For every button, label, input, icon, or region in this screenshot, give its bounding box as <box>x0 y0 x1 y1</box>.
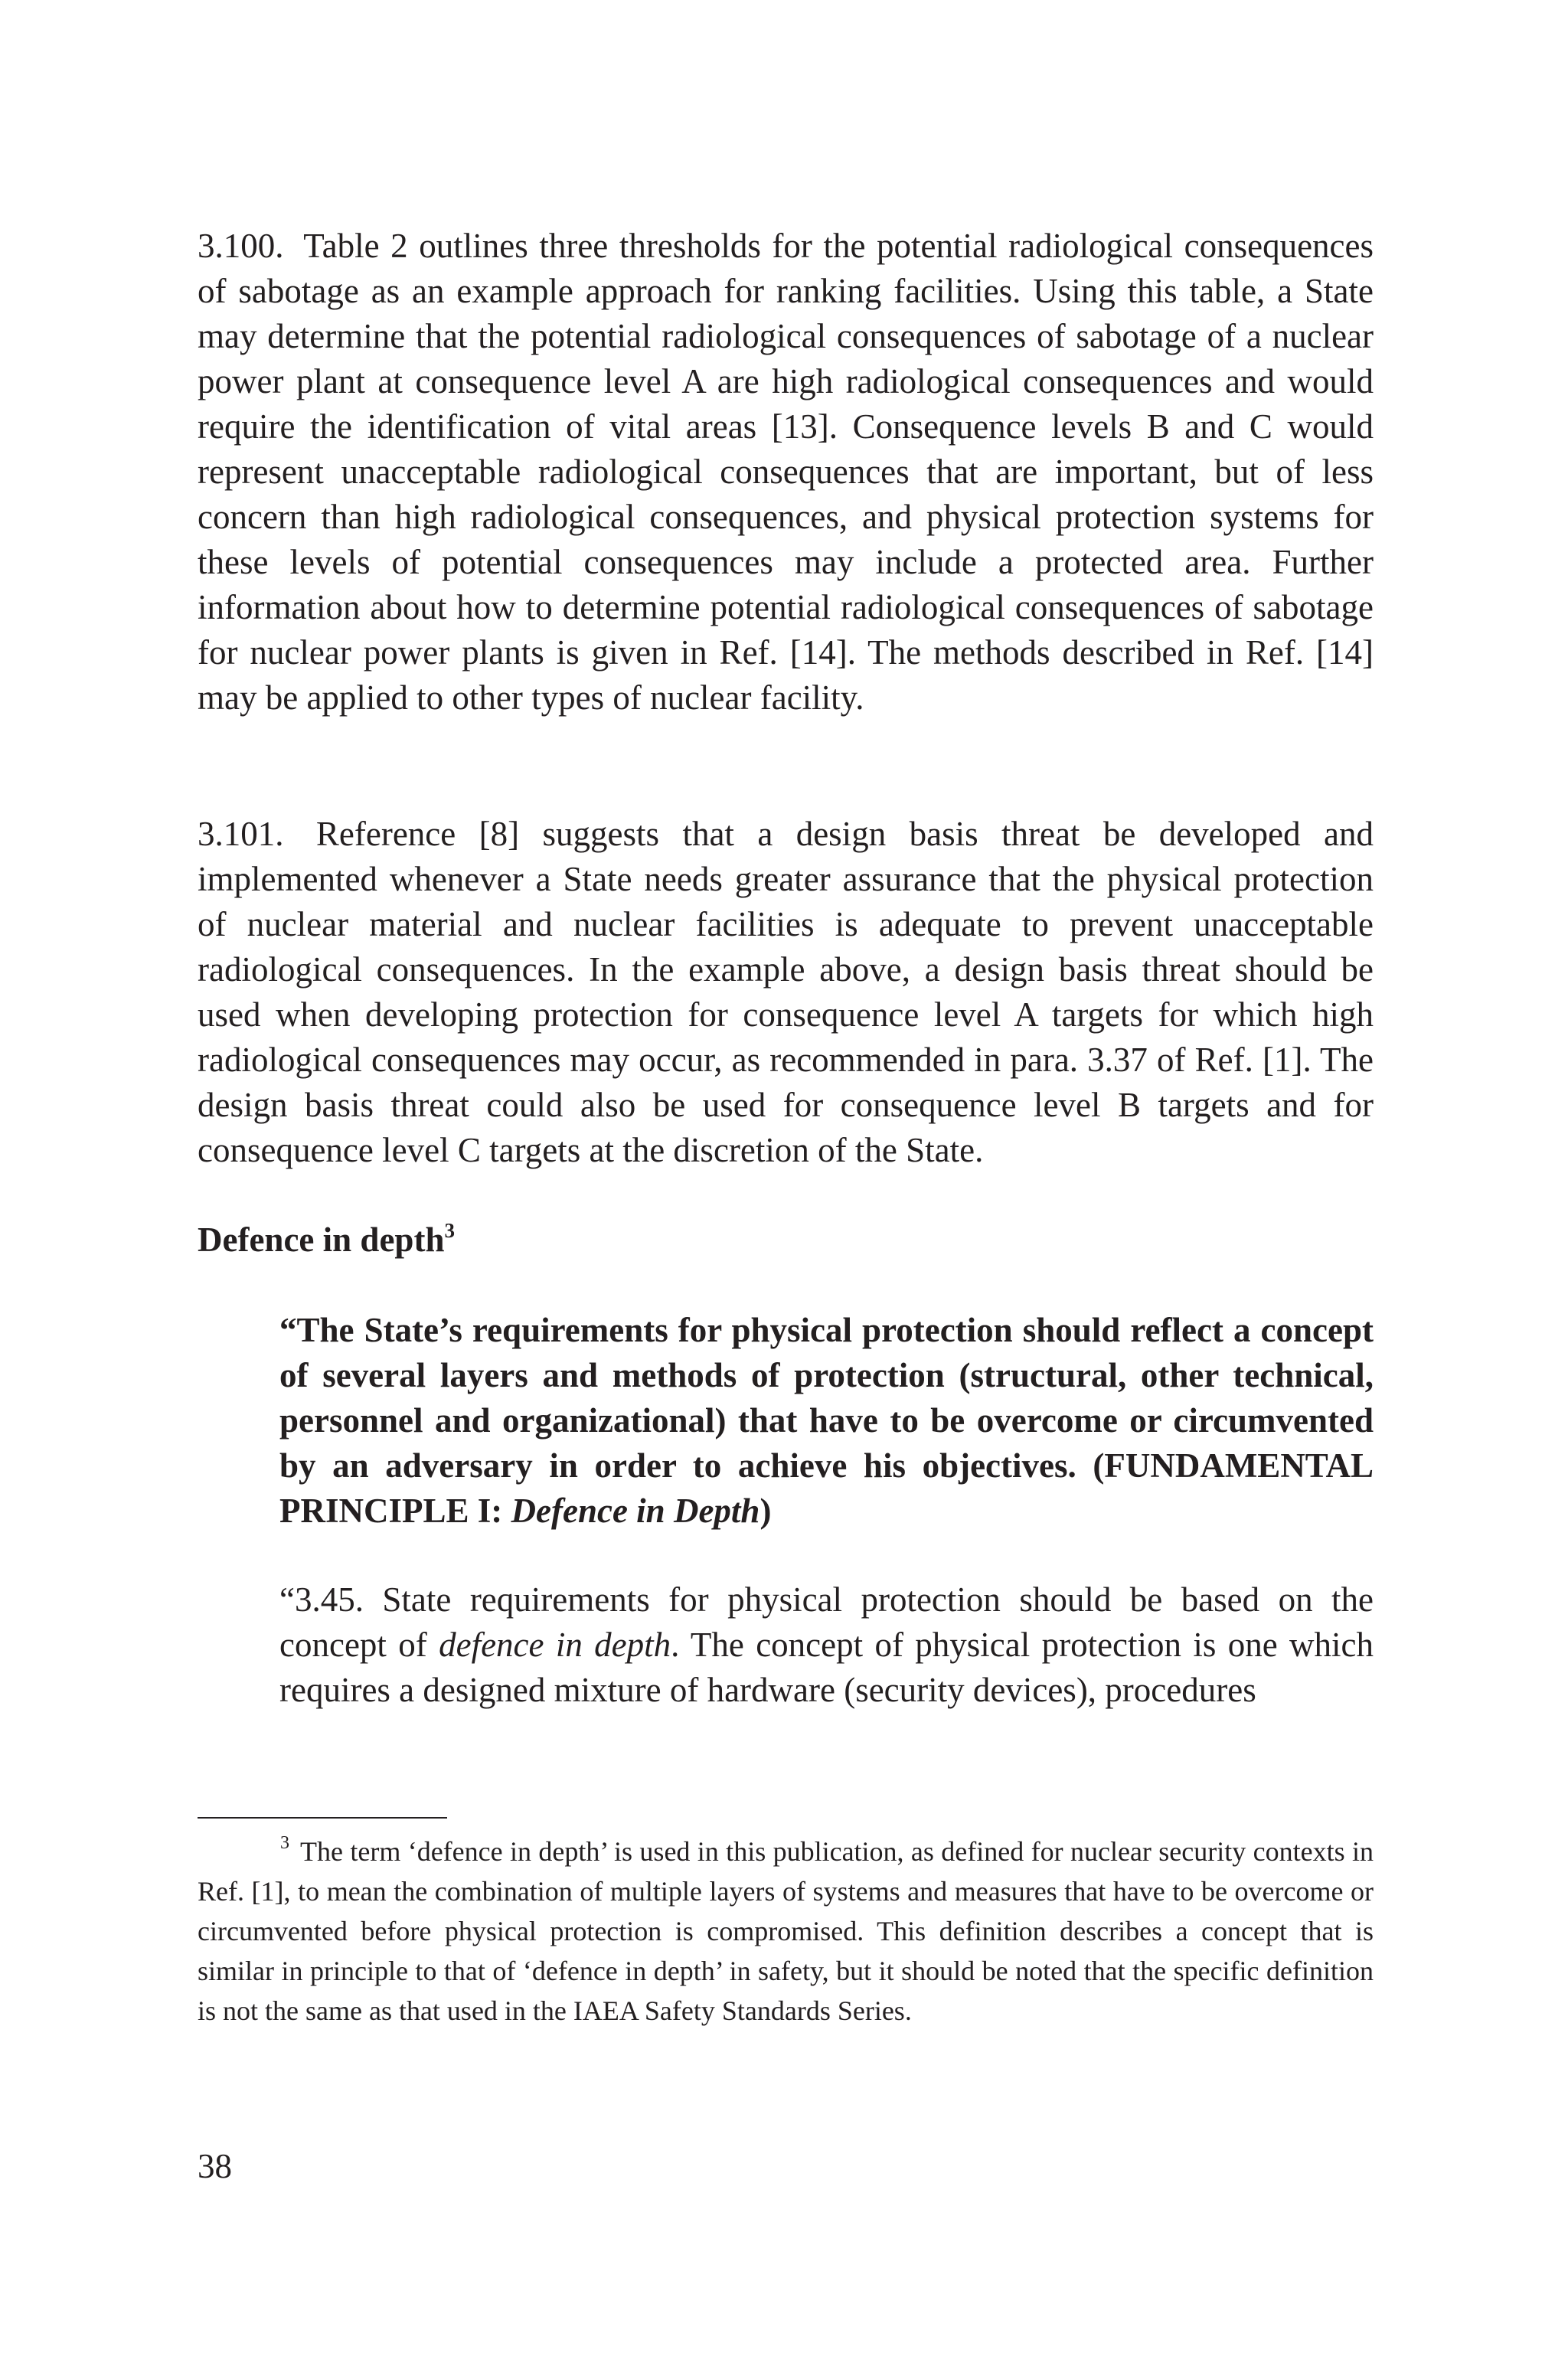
fundamental-principle-quote <box>279 1308 1374 1534</box>
footnote-divider <box>198 1817 447 1819</box>
footnote-3 <box>198 1832 1374 2031</box>
quote-text-after: . The concept of physical protection is one which requires a designed mixture of hardware (security devices), procedures <box>279 1626 1374 1709</box>
section-heading-text: Defence in depth <box>198 1221 445 1259</box>
paragraph-3-101 <box>198 812 1374 1173</box>
footnote-marker: 3 <box>280 1833 289 1853</box>
page-number: 38 <box>198 2147 232 2185</box>
quote-close: ) <box>760 1492 772 1530</box>
quote-italic-term: Defence in Depth <box>511 1492 760 1530</box>
quote-text-before: “3.45. State requirements for physical protection should be based on the concept of <box>279 1580 1374 1664</box>
paragraph-number: 3.101. <box>198 815 284 853</box>
quote-3-45 <box>279 1577 1374 1713</box>
paragraph-3-100 <box>198 224 1374 721</box>
paragraph-text: Reference [8] suggests that a design basis threat be developed and implemented whenever a State needs greater assurance that the physical protection of nuclear material and nuclear facilities is adequate to prevent unacceptable radiological consequences. In the example above, a design basis threat should be used when developing protection for consequence level A targets for which high radiological consequences may occur, as recommended in para. 3.37 of Ref. [1]. The design basis threat could also be used for consequence level B targets and for consequence level C targets at the discretion of the State. <box>198 815 1374 1169</box>
footnote-text: The term ‘defence in depth’ is used in this publication, as defined for nuclear security contexts in Ref. [1], to mean the combination of multiple layers of systems and measures that have to be overcome or circumvented before physical protection is compromised. This definition describes a concept that is similar in principle to that of ‘defence in depth’ in safety, but it should be noted that the specific definition is not the same as that used in the IAEA Safety Standards Series. <box>198 1836 1374 2026</box>
footnote-reference: 3 <box>444 1219 455 1242</box>
section-heading <box>198 1217 455 1263</box>
paragraph-text: Table 2 outlines three thresholds for the potential radiological consequences of sabotage as an example approach for ranking facilities. Using this table, a State may determine that the potential radiological consequences of sabotage of a nuclear power plant at consequence level A are high radiological consequences and would require the identification of vital areas [13]. Consequence levels B and C would represent unacceptable radiological consequences that are important, but of less concern than high radiological consequences, and physical protection systems for these levels of potential consequences may include a protected area. Further information about how to determine potential radiological consequences of sabotage for nuclear power plants is given in Ref. [14]. The methods described in Ref. [14] may be applied to other types of nuclear facility. <box>198 227 1374 717</box>
paragraph-number: 3.100. <box>198 227 284 265</box>
quote-italic-term: defence in depth <box>439 1626 671 1664</box>
quote-text: “The State’s requirements for physical protection should reflect a concept of several layers and methods of protection (structural, other technical, personnel and organizational) that have to be overcome or circumvented by an adversary in order to achieve his objectives. (FUNDAMENTAL PRINCIPLE I: <box>279 1311 1374 1530</box>
